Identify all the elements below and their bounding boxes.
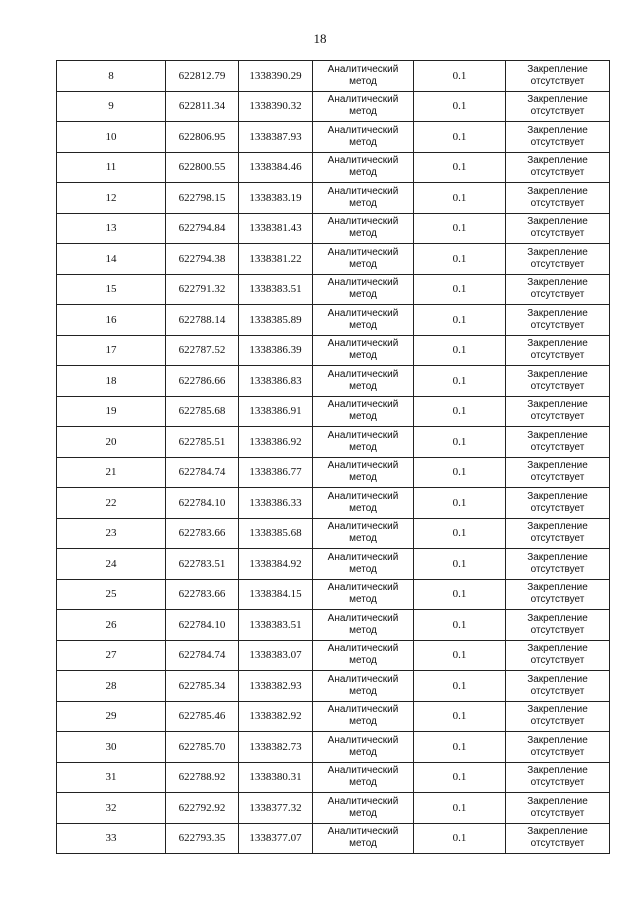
fixing-text-line: отсутствует — [530, 746, 585, 758]
y-coordinate-cell: 1338381.22 — [239, 244, 313, 275]
method-cell — [313, 91, 414, 122]
x-coordinate-cell: 622785.68 — [166, 396, 239, 427]
point-number-cell: 22 — [57, 488, 166, 519]
fixing-text-line: отсутствует — [530, 594, 585, 606]
fixing-cell — [506, 396, 610, 427]
y-coordinate-cell: 1338381.43 — [239, 213, 313, 244]
fixing-text-line: отсутствует — [530, 106, 585, 118]
fixing-cell — [506, 457, 610, 488]
fixing-text-line: отсутствует — [530, 716, 585, 728]
y-coordinate-cell: 1338386.77 — [239, 457, 313, 488]
x-coordinate-cell: 622785.46 — [166, 701, 239, 732]
method-text-line: метод — [349, 228, 377, 240]
y-coordinate-cell: 1338385.68 — [239, 518, 313, 549]
fixing-text-line: отсутствует — [530, 838, 585, 850]
y-coordinate-cell: 1338383.51 — [239, 610, 313, 641]
x-coordinate-cell: 622800.55 — [166, 152, 239, 183]
fixing-cell — [506, 61, 610, 92]
fixing-cell — [506, 488, 610, 519]
x-coordinate-cell: 622794.84 — [166, 213, 239, 244]
fixing-cell — [506, 152, 610, 183]
fixing-cell — [506, 305, 610, 336]
method-text-line: Аналитический — [327, 63, 399, 75]
y-coordinate-cell: 1338382.92 — [239, 701, 313, 732]
fixing-text-line: отсутствует — [530, 319, 585, 331]
point-number-cell: 27 — [57, 640, 166, 671]
point-number-cell: 8 — [57, 61, 166, 92]
accuracy-cell: 0.1 — [414, 61, 506, 92]
x-coordinate-cell: 622785.70 — [166, 732, 239, 763]
accuracy-cell: 0.1 — [414, 366, 506, 397]
point-number-cell: 30 — [57, 732, 166, 763]
fixing-text-line: Закрепление — [527, 399, 588, 411]
y-coordinate-cell: 1338385.89 — [239, 305, 313, 336]
method-text-line: метод — [349, 136, 377, 148]
table-row — [57, 152, 610, 183]
accuracy-cell: 0.1 — [414, 488, 506, 519]
fixing-text-line: отсутствует — [530, 228, 585, 240]
fixing-text-line: отсутствует — [530, 563, 585, 575]
table-row — [57, 732, 610, 763]
y-coordinate-cell: 1338384.15 — [239, 579, 313, 610]
method-text-line: Аналитический — [327, 399, 399, 411]
table-row — [57, 793, 610, 824]
table-row — [57, 274, 610, 305]
method-text-line: метод — [349, 75, 377, 87]
accuracy-cell: 0.1 — [414, 793, 506, 824]
fixing-text-line: отсутствует — [530, 75, 585, 87]
y-coordinate-cell: 1338382.93 — [239, 671, 313, 702]
x-coordinate-cell: 622787.52 — [166, 335, 239, 366]
method-cell — [313, 122, 414, 153]
fixing-cell — [506, 732, 610, 763]
x-coordinate-cell: 622806.95 — [166, 122, 239, 153]
fixing-text-line: отсутствует — [530, 472, 585, 484]
method-text-line: Аналитический — [327, 826, 399, 838]
method-text-line: Аналитический — [327, 612, 399, 624]
accuracy-cell: 0.1 — [414, 457, 506, 488]
fixing-cell — [506, 762, 610, 793]
fixing-cell — [506, 640, 610, 671]
fixing-cell — [506, 274, 610, 305]
method-text-line: Аналитический — [327, 368, 399, 380]
method-cell — [313, 793, 414, 824]
table-row — [57, 396, 610, 427]
fixing-cell — [506, 701, 610, 732]
method-cell — [313, 732, 414, 763]
x-coordinate-cell: 622788.14 — [166, 305, 239, 336]
table-row — [57, 213, 610, 244]
fixing-text-line: Закрепление — [527, 765, 588, 777]
method-cell — [313, 183, 414, 214]
accuracy-cell: 0.1 — [414, 396, 506, 427]
method-text-line: метод — [349, 441, 377, 453]
point-number-cell: 11 — [57, 152, 166, 183]
method-text-line: Аналитический — [327, 643, 399, 655]
fixing-text-line: Закрепление — [527, 643, 588, 655]
method-text-line: метод — [349, 777, 377, 789]
y-coordinate-cell: 1338386.91 — [239, 396, 313, 427]
x-coordinate-cell: 622793.35 — [166, 823, 239, 854]
method-cell — [313, 762, 414, 793]
method-cell — [313, 610, 414, 641]
x-coordinate-cell: 622784.10 — [166, 488, 239, 519]
method-text-line: Аналитический — [327, 277, 399, 289]
table-row — [57, 457, 610, 488]
method-cell — [313, 518, 414, 549]
method-text-line: Аналитический — [327, 582, 399, 594]
accuracy-cell: 0.1 — [414, 732, 506, 763]
y-coordinate-cell: 1338383.07 — [239, 640, 313, 671]
fixing-text-line: Закрепление — [527, 155, 588, 167]
method-text-line: метод — [349, 380, 377, 392]
y-coordinate-cell: 1338386.92 — [239, 427, 313, 458]
point-number-cell: 13 — [57, 213, 166, 244]
fixing-text-line: Закрепление — [527, 216, 588, 228]
method-text-line: Аналитический — [327, 185, 399, 197]
fixing-text-line: отсутствует — [530, 624, 585, 636]
point-number-cell: 33 — [57, 823, 166, 854]
table-row — [57, 671, 610, 702]
fixing-cell — [506, 183, 610, 214]
accuracy-cell: 0.1 — [414, 91, 506, 122]
y-coordinate-cell: 1338383.19 — [239, 183, 313, 214]
accuracy-cell: 0.1 — [414, 640, 506, 671]
method-text-line: Аналитический — [327, 490, 399, 502]
method-text-line: метод — [349, 655, 377, 667]
fixing-cell — [506, 823, 610, 854]
fixing-text-line: отсутствует — [530, 350, 585, 362]
method-cell — [313, 823, 414, 854]
table-row — [57, 305, 610, 336]
method-text-line: Аналитический — [327, 765, 399, 777]
fixing-cell — [506, 91, 610, 122]
point-number-cell: 21 — [57, 457, 166, 488]
y-coordinate-cell: 1338384.46 — [239, 152, 313, 183]
point-number-cell: 15 — [57, 274, 166, 305]
table-row — [57, 427, 610, 458]
x-coordinate-cell: 622784.10 — [166, 610, 239, 641]
fixing-text-line: Закрепление — [527, 246, 588, 258]
table-body — [57, 61, 610, 854]
point-number-cell: 16 — [57, 305, 166, 336]
point-number-cell: 25 — [57, 579, 166, 610]
table-row — [57, 91, 610, 122]
x-coordinate-cell: 622798.15 — [166, 183, 239, 214]
accuracy-cell: 0.1 — [414, 610, 506, 641]
point-number-cell: 23 — [57, 518, 166, 549]
method-text-line: метод — [349, 197, 377, 209]
method-cell — [313, 335, 414, 366]
method-cell — [313, 366, 414, 397]
point-number-cell: 26 — [57, 610, 166, 641]
table-row — [57, 640, 610, 671]
method-text-line: Аналитический — [327, 460, 399, 472]
y-coordinate-cell: 1338377.07 — [239, 823, 313, 854]
fixing-text-line: отсутствует — [530, 777, 585, 789]
point-number-cell: 17 — [57, 335, 166, 366]
x-coordinate-cell: 622788.92 — [166, 762, 239, 793]
method-text-line: Аналитический — [327, 734, 399, 746]
accuracy-cell: 0.1 — [414, 335, 506, 366]
method-text-line: Аналитический — [327, 429, 399, 441]
y-coordinate-cell: 1338377.32 — [239, 793, 313, 824]
x-coordinate-cell: 622812.79 — [166, 61, 239, 92]
y-coordinate-cell: 1338386.39 — [239, 335, 313, 366]
point-number-cell: 31 — [57, 762, 166, 793]
accuracy-cell: 0.1 — [414, 305, 506, 336]
table-row — [57, 762, 610, 793]
fixing-text-line: Закрепление — [527, 277, 588, 289]
x-coordinate-cell: 622783.66 — [166, 579, 239, 610]
method-text-line: метод — [349, 624, 377, 636]
fixing-text-line: Закрепление — [527, 490, 588, 502]
accuracy-cell: 0.1 — [414, 762, 506, 793]
method-cell — [313, 488, 414, 519]
fixing-text-line: Закрепление — [527, 551, 588, 563]
fixing-text-line: Закрепление — [527, 185, 588, 197]
method-cell — [313, 640, 414, 671]
point-number-cell: 24 — [57, 549, 166, 580]
fixing-text-line: отсутствует — [530, 411, 585, 423]
fixing-text-line: отсутствует — [530, 502, 585, 514]
method-cell — [313, 457, 414, 488]
accuracy-cell: 0.1 — [414, 823, 506, 854]
method-cell — [313, 244, 414, 275]
fixing-text-line: Закрепление — [527, 338, 588, 350]
fixing-text-line: Закрепление — [527, 63, 588, 75]
fixing-cell — [506, 244, 610, 275]
y-coordinate-cell: 1338382.73 — [239, 732, 313, 763]
table-row — [57, 244, 610, 275]
fixing-text-line: отсутствует — [530, 136, 585, 148]
fixing-text-line: отсутствует — [530, 258, 585, 270]
fixing-text-line: Закрепление — [527, 124, 588, 136]
method-text-line: метод — [349, 838, 377, 850]
x-coordinate-cell: 622785.51 — [166, 427, 239, 458]
y-coordinate-cell: 1338390.29 — [239, 61, 313, 92]
x-coordinate-cell: 622783.51 — [166, 549, 239, 580]
coordinates-table — [56, 60, 610, 854]
y-coordinate-cell: 1338390.32 — [239, 91, 313, 122]
point-number-cell: 9 — [57, 91, 166, 122]
fixing-cell — [506, 579, 610, 610]
method-cell — [313, 671, 414, 702]
method-text-line: Аналитический — [327, 673, 399, 685]
fixing-text-line: отсутствует — [530, 685, 585, 697]
fixing-text-line: отсутствует — [530, 807, 585, 819]
fixing-text-line: Закрепление — [527, 582, 588, 594]
fixing-cell — [506, 427, 610, 458]
method-text-line: метод — [349, 106, 377, 118]
fixing-text-line: отсутствует — [530, 655, 585, 667]
fixing-text-line: Закрепление — [527, 734, 588, 746]
table-row — [57, 366, 610, 397]
x-coordinate-cell: 622784.74 — [166, 640, 239, 671]
fixing-text-line: отсутствует — [530, 380, 585, 392]
point-number-cell: 29 — [57, 701, 166, 732]
table-row — [57, 335, 610, 366]
accuracy-cell: 0.1 — [414, 701, 506, 732]
table-row — [57, 610, 610, 641]
method-text-line: метод — [349, 533, 377, 545]
method-text-line: метод — [349, 289, 377, 301]
table-row — [57, 122, 610, 153]
method-cell — [313, 152, 414, 183]
fixing-text-line: Закрепление — [527, 795, 588, 807]
method-text-line: Аналитический — [327, 124, 399, 136]
point-number-cell: 28 — [57, 671, 166, 702]
method-text-line: Аналитический — [327, 155, 399, 167]
fixing-text-line: Закрепление — [527, 673, 588, 685]
method-text-line: метод — [349, 319, 377, 331]
method-cell — [313, 579, 414, 610]
fixing-cell — [506, 671, 610, 702]
method-cell — [313, 61, 414, 92]
x-coordinate-cell: 622791.32 — [166, 274, 239, 305]
method-text-line: метод — [349, 716, 377, 728]
method-text-line: Аналитический — [327, 94, 399, 106]
y-coordinate-cell: 1338386.33 — [239, 488, 313, 519]
method-text-line: Аналитический — [327, 551, 399, 563]
table-row — [57, 488, 610, 519]
accuracy-cell: 0.1 — [414, 579, 506, 610]
accuracy-cell: 0.1 — [414, 518, 506, 549]
accuracy-cell: 0.1 — [414, 427, 506, 458]
method-text-line: метод — [349, 594, 377, 606]
point-number-cell: 10 — [57, 122, 166, 153]
method-cell — [313, 427, 414, 458]
x-coordinate-cell: 622811.34 — [166, 91, 239, 122]
fixing-cell — [506, 518, 610, 549]
method-cell — [313, 213, 414, 244]
fixing-text-line: отсутствует — [530, 533, 585, 545]
table-row — [57, 61, 610, 92]
accuracy-cell: 0.1 — [414, 183, 506, 214]
method-cell — [313, 396, 414, 427]
fixing-text-line: отсутствует — [530, 289, 585, 301]
fixing-text-line: отсутствует — [530, 167, 585, 179]
method-text-line: метод — [349, 350, 377, 362]
y-coordinate-cell: 1338383.51 — [239, 274, 313, 305]
point-number-cell: 12 — [57, 183, 166, 214]
point-number-cell: 19 — [57, 396, 166, 427]
fixing-text-line: Закрепление — [527, 704, 588, 716]
fixing-cell — [506, 793, 610, 824]
fixing-text-line: Закрепление — [527, 826, 588, 838]
fixing-cell — [506, 335, 610, 366]
accuracy-cell: 0.1 — [414, 549, 506, 580]
fixing-text-line: Закрепление — [527, 429, 588, 441]
method-text-line: Аналитический — [327, 795, 399, 807]
x-coordinate-cell: 622786.66 — [166, 366, 239, 397]
method-text-line: метод — [349, 685, 377, 697]
x-coordinate-cell: 622785.34 — [166, 671, 239, 702]
table-row — [57, 183, 610, 214]
page-number: 18 — [313, 31, 327, 46]
accuracy-cell: 0.1 — [414, 213, 506, 244]
x-coordinate-cell: 622783.66 — [166, 518, 239, 549]
method-text-line: Аналитический — [327, 307, 399, 319]
x-coordinate-cell: 622792.92 — [166, 793, 239, 824]
point-number-cell: 32 — [57, 793, 166, 824]
table-row — [57, 518, 610, 549]
table-row — [57, 579, 610, 610]
fixing-cell — [506, 610, 610, 641]
fixing-cell — [506, 122, 610, 153]
method-cell — [313, 701, 414, 732]
fixing-text-line: отсутствует — [530, 441, 585, 453]
fixing-text-line: Закрепление — [527, 94, 588, 106]
method-cell — [313, 305, 414, 336]
fixing-text-line: Закрепление — [527, 368, 588, 380]
method-text-line: метод — [349, 472, 377, 484]
table-row — [57, 549, 610, 580]
fixing-cell — [506, 213, 610, 244]
point-number-cell: 14 — [57, 244, 166, 275]
fixing-text-line: отсутствует — [530, 197, 585, 209]
method-cell — [313, 549, 414, 580]
method-text-line: метод — [349, 746, 377, 758]
method-text-line: Аналитический — [327, 338, 399, 350]
point-number-cell: 18 — [57, 366, 166, 397]
method-text-line: Аналитический — [327, 216, 399, 228]
accuracy-cell: 0.1 — [414, 671, 506, 702]
fixing-text-line: Закрепление — [527, 612, 588, 624]
y-coordinate-cell: 1338386.83 — [239, 366, 313, 397]
method-text-line: метод — [349, 563, 377, 575]
fixing-cell — [506, 366, 610, 397]
method-cell — [313, 274, 414, 305]
accuracy-cell: 0.1 — [414, 244, 506, 275]
method-text-line: метод — [349, 411, 377, 423]
fixing-text-line: Закрепление — [527, 460, 588, 472]
y-coordinate-cell: 1338384.92 — [239, 549, 313, 580]
point-number-cell: 20 — [57, 427, 166, 458]
method-text-line: метод — [349, 167, 377, 179]
y-coordinate-cell: 1338387.93 — [239, 122, 313, 153]
y-coordinate-cell: 1338380.31 — [239, 762, 313, 793]
table-row — [57, 823, 610, 854]
fixing-text-line: Закрепление — [527, 521, 588, 533]
x-coordinate-cell: 622794.38 — [166, 244, 239, 275]
x-coordinate-cell: 622784.74 — [166, 457, 239, 488]
method-text-line: метод — [349, 502, 377, 514]
fixing-cell — [506, 549, 610, 580]
accuracy-cell: 0.1 — [414, 122, 506, 153]
method-text-line: Аналитический — [327, 521, 399, 533]
method-text-line: Аналитический — [327, 246, 399, 258]
accuracy-cell: 0.1 — [414, 274, 506, 305]
table-row — [57, 701, 610, 732]
fixing-text-line: Закрепление — [527, 307, 588, 319]
method-text-line: метод — [349, 807, 377, 819]
method-text-line: метод — [349, 258, 377, 270]
method-text-line: Аналитический — [327, 704, 399, 716]
accuracy-cell: 0.1 — [414, 152, 506, 183]
